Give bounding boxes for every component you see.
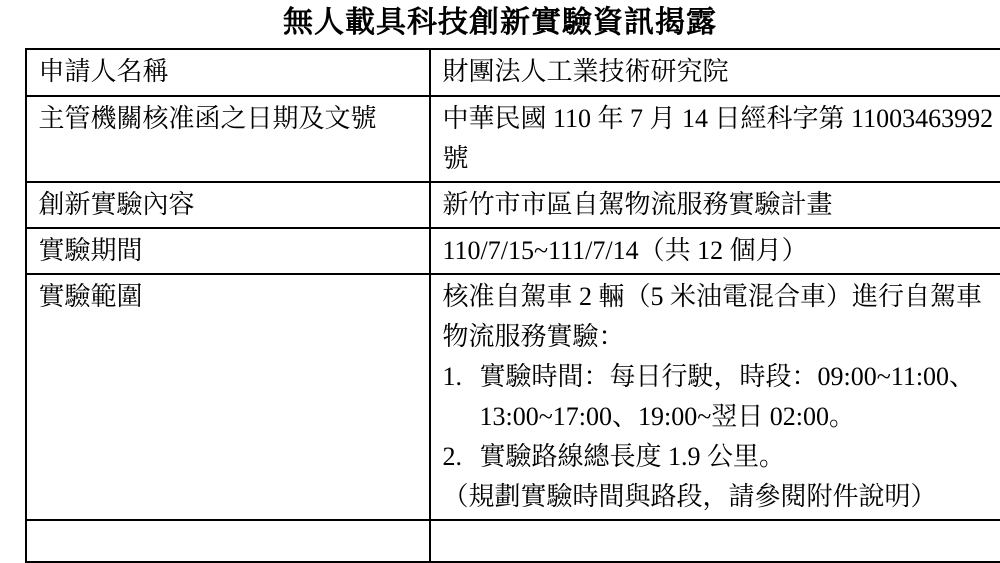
experiment-period-value: 110/7/15~111/7/14（共 12 個月）: [430, 228, 1000, 274]
page-title: 無人載具科技創新實驗資訊揭露: [25, 6, 976, 40]
experiment-scope-label: 實驗範圍: [26, 274, 430, 520]
experiment-scope-value: [430, 274, 1000, 520]
partial-row-label-cell: [26, 520, 430, 562]
disclosure-table: [25, 48, 1000, 563]
table-row-experiment-scope: [26, 274, 1000, 520]
list-item-text: [480, 437, 1000, 477]
experiment-period-label: 實驗期間: [26, 228, 430, 274]
approval-value-line: 中華民國 110 年 7 月 14 日經科字第 11003463992: [443, 99, 1000, 139]
list-item-line: 實驗路線總長度 1.9 公里。: [480, 437, 1000, 477]
approval-label: 主管機關核准函之日期及文號: [26, 96, 430, 182]
scope-intro-line: 物流服務實驗：: [443, 317, 1000, 357]
table-row-applicant: [26, 49, 1000, 96]
list-item-line: 實驗時間：每日行駛，時段：09:00~11:00、: [480, 357, 1000, 397]
applicant-value: 財團法人工業技術研究院: [430, 49, 1000, 96]
experiment-content-label: 創新實驗內容: [26, 182, 430, 228]
scope-list-item: [443, 437, 1000, 477]
scope-note: （規劃實驗時間與路段，請參閱附件說明）: [443, 477, 1000, 517]
applicant-label: 申請人名稱: [26, 49, 430, 96]
list-item-number: 2.: [443, 437, 480, 477]
scope-list-item: [443, 357, 1000, 437]
table-row-experiment-period: [26, 228, 1000, 274]
scope-intro-line: 核准自駕車 2 輛（5 米油電混合車）進行自駕車: [443, 277, 1000, 317]
approval-value-line: 號: [443, 139, 1000, 179]
list-item-text: [480, 357, 1000, 437]
approval-value: [430, 96, 1000, 182]
experiment-content-value: 新竹市市區自駕物流服務實驗計畫: [430, 182, 1000, 228]
list-item-number: 1.: [443, 357, 480, 397]
partial-row-value-cell: [430, 520, 1000, 562]
table-row-approval: [26, 96, 1000, 182]
document-page: [25, 0, 976, 563]
list-item-line: 13:00~17:00、19:00~翌日 02:00。: [480, 397, 1000, 437]
table-row-experiment-content: [26, 182, 1000, 228]
table-row-partial: [26, 520, 1000, 562]
